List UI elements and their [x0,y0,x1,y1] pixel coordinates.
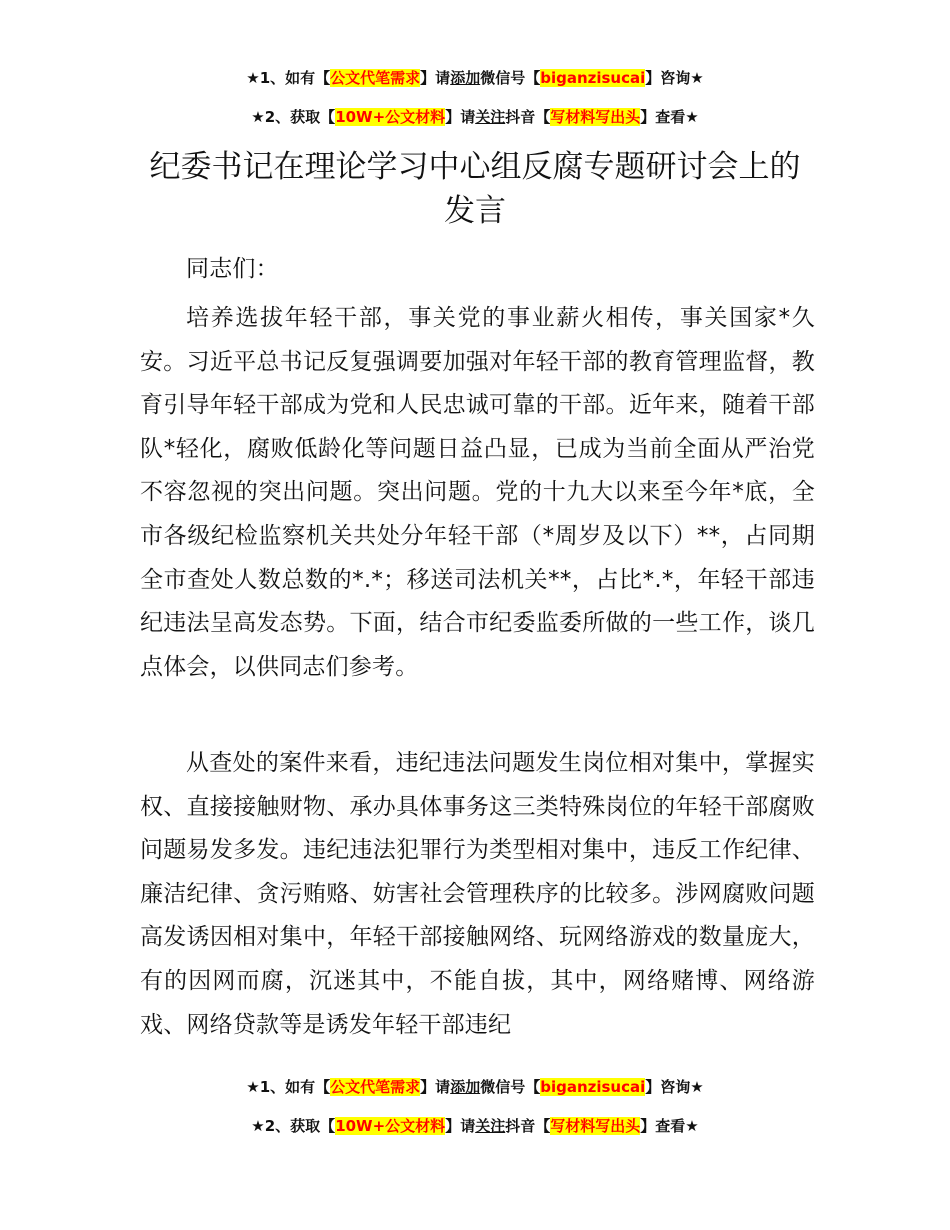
banner-highlight-service: 公文代笔需求 [330,69,421,87]
banner-suffix: 】咨询★ [645,1078,704,1096]
banner-emphasis: 添加 [450,69,481,87]
banner-suffix: 】查看★ [640,108,699,126]
bottom-banner-line-2 [0,1115,950,1137]
top-banner-line-2 [0,106,950,128]
banner-text: 微信号【 [480,1078,541,1096]
banner-text: 微信号【 [480,69,541,87]
banner-highlight-wechat-id: biganzisucai [540,69,646,87]
salutation [140,248,815,292]
paragraph-2 [140,742,815,1047]
banner-prefix: ★1、如有【 [246,69,331,87]
banner-text: 】请 [420,69,451,87]
banner-prefix: ★2、获取【 [251,108,336,126]
paragraph-1 [140,297,815,689]
banner-highlight-douyin: 写材料写出头 [550,108,641,126]
banner-prefix: ★1、如有【 [246,1078,331,1096]
banner-highlight-service: 公文代笔需求 [330,1078,421,1096]
salutation-text: 同志们： [186,256,279,282]
bottom-banner-line-1 [0,1076,950,1098]
banner-text: 】请 [445,1117,476,1135]
banner-emphasis: 添加 [450,1078,481,1096]
paragraph-2-text: 从查处的案件来看，违纪违法问题发生岗位相对集中，掌握实权、直接接触财物、承办具体事务这三类特殊岗位的年轻干部腐败问题易发多发。违纪违法犯罪行为类型相对集中，违反工作纪律、廉洁纪律、贪污贿赂、妨害社会管理秩序的比较多。涉网腐败问题高发诱因相对集中，年轻干部接触网络、玩网络游戏的数量庞大，有的因网而腐，沉迷其中，不能自拔，其中，网络赌博、网络游戏、网络贷款等是诱发年轻干部违纪 [140,750,815,1038]
top-banner-line-1 [0,67,950,89]
banner-highlight-materials: 10W+公文材料 [335,108,446,126]
paragraph-1-text: 培养选拔年轻干部，事关党的事业薪火相传，事关国家*久安。习近平总书记反复强调要加强对年轻干部的教育管理监督，教育引导年轻干部成为党和人民忠诚可靠的干部。近年来，随着干部队*轻化，腐败低龄化等问题日益凸显，已成为当前全面从严治党不容忽视的突出问题。突出问题。党的十九大以来至今年*底，全市各级纪检监察机关共处分年轻干部（*周岁及以下）**，占同期全市查处人数总数的*.*；移送司法机关**，占比*.*，年轻干部违纪违法呈高发态势。下面，结合市纪委监委所做的一些工作，谈几点体会，以供同志们参考。 [140,305,815,680]
banner-highlight-materials: 10W+公文材料 [335,1117,446,1135]
banner-text: 抖音【 [505,1117,551,1135]
banner-text: 】请 [420,1078,451,1096]
banner-text: 抖音【 [505,108,551,126]
banner-highlight-wechat-id: biganzisucai [540,1078,646,1096]
banner-prefix: ★2、获取【 [251,1117,336,1135]
document-title: 纪委书记在理论学习中心组反腐专题研讨会上的发言 [149,149,801,229]
banner-suffix: 】咨询★ [645,69,704,87]
banner-text: 】请 [445,108,476,126]
banner-emphasis: 关注 [475,108,506,126]
banner-emphasis: 关注 [475,1117,506,1135]
banner-highlight-douyin: 写材料写出头 [550,1117,641,1135]
banner-suffix: 】查看★ [640,1117,699,1135]
